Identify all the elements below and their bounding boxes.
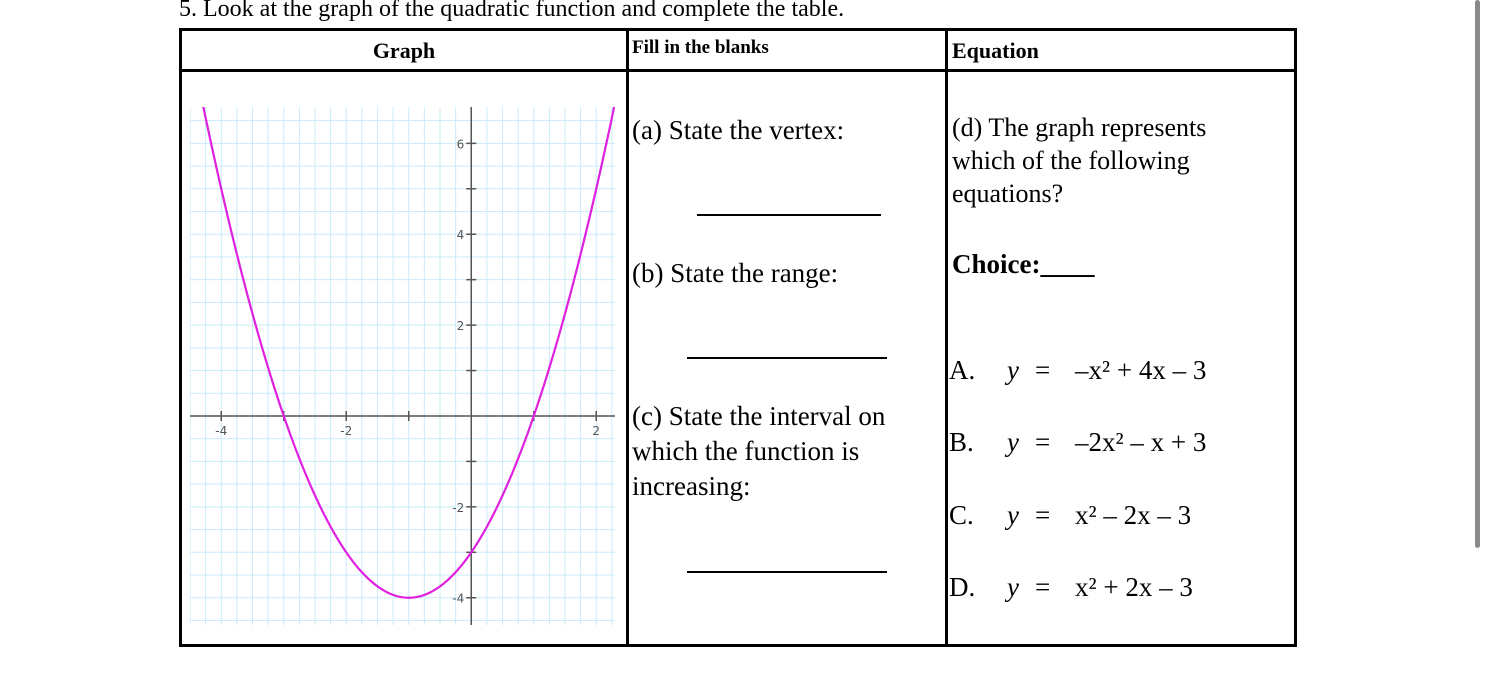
problem-title: 5. Look at the graph of the quadratic function and complete the table.	[179, 0, 845, 22]
choice-c-var: y	[1007, 500, 1019, 530]
header-divider	[182, 69, 1294, 72]
x-tick-label: -2	[340, 423, 353, 438]
question-c-line3: increasing:	[632, 471, 751, 501]
choice-c[interactable]	[949, 500, 1191, 531]
choice-a-equals: =	[1035, 355, 1051, 385]
page-scrollbar[interactable]	[1475, 0, 1480, 548]
x-tick-label: 2	[592, 423, 601, 438]
question-c-line1: (c) State the interval on	[632, 401, 886, 431]
x-tick-label: -4	[215, 423, 228, 438]
choice-d-letter: D.	[949, 572, 976, 602]
choice-answer-blank[interactable]: Choice:____	[952, 249, 1095, 279]
header-graph: Graph	[372, 38, 436, 63]
parabola-curve	[201, 107, 615, 598]
question-c-line2: which the function is	[632, 436, 860, 466]
question-a: (a) State the vertex:	[632, 115, 845, 145]
choice-c-expression: x² – 2x – 3	[1075, 500, 1192, 530]
choice-b-equals: =	[1035, 427, 1051, 457]
answer-blank-b[interactable]	[687, 357, 887, 359]
choice-b-letter: B.	[949, 427, 974, 457]
graph-grid	[190, 107, 615, 625]
y-tick-label: 4	[456, 228, 465, 243]
choice-c-letter: C.	[949, 500, 974, 530]
choice-a-expression: –x² + 4x – 3	[1075, 355, 1207, 385]
choice-a-letter: A.	[949, 355, 976, 385]
y-tick-label: 2	[456, 319, 465, 334]
answer-blank-a[interactable]	[697, 214, 881, 216]
choice-b[interactable]	[949, 427, 1206, 458]
choice-d[interactable]	[949, 572, 1193, 603]
question-d-line2: which of the following	[952, 146, 1190, 175]
question-d-line3: equations?	[952, 179, 1064, 208]
choice-b-var: y	[1007, 427, 1019, 457]
question-d-line1: (d) The graph represents	[952, 113, 1207, 142]
choice-d-var: y	[1007, 572, 1019, 602]
axis-tick-labels	[215, 137, 600, 605]
parabola-graph	[190, 107, 615, 625]
choice-d-equals: =	[1035, 572, 1051, 602]
choice-d-expression: x² + 2x – 3	[1075, 572, 1193, 602]
choice-c-equals: =	[1035, 500, 1051, 530]
answer-blank-c[interactable]	[687, 571, 887, 573]
choice-a-var: y	[1007, 355, 1019, 385]
graph-axes	[190, 107, 615, 625]
y-tick-label: 6	[456, 137, 465, 152]
y-tick-label: -2	[452, 500, 465, 515]
header-fill-in-blanks: Fill in the blanks	[632, 37, 769, 58]
choice-a[interactable]	[949, 355, 1206, 386]
header-equation: Equation	[952, 38, 1039, 63]
question-b: (b) State the range:	[632, 258, 839, 288]
column-divider-1	[626, 31, 629, 644]
column-divider-2	[945, 31, 948, 644]
y-tick-label: -4	[452, 591, 465, 606]
worksheet-table	[179, 28, 1297, 647]
choice-b-expression: –2x² – x + 3	[1075, 427, 1207, 457]
